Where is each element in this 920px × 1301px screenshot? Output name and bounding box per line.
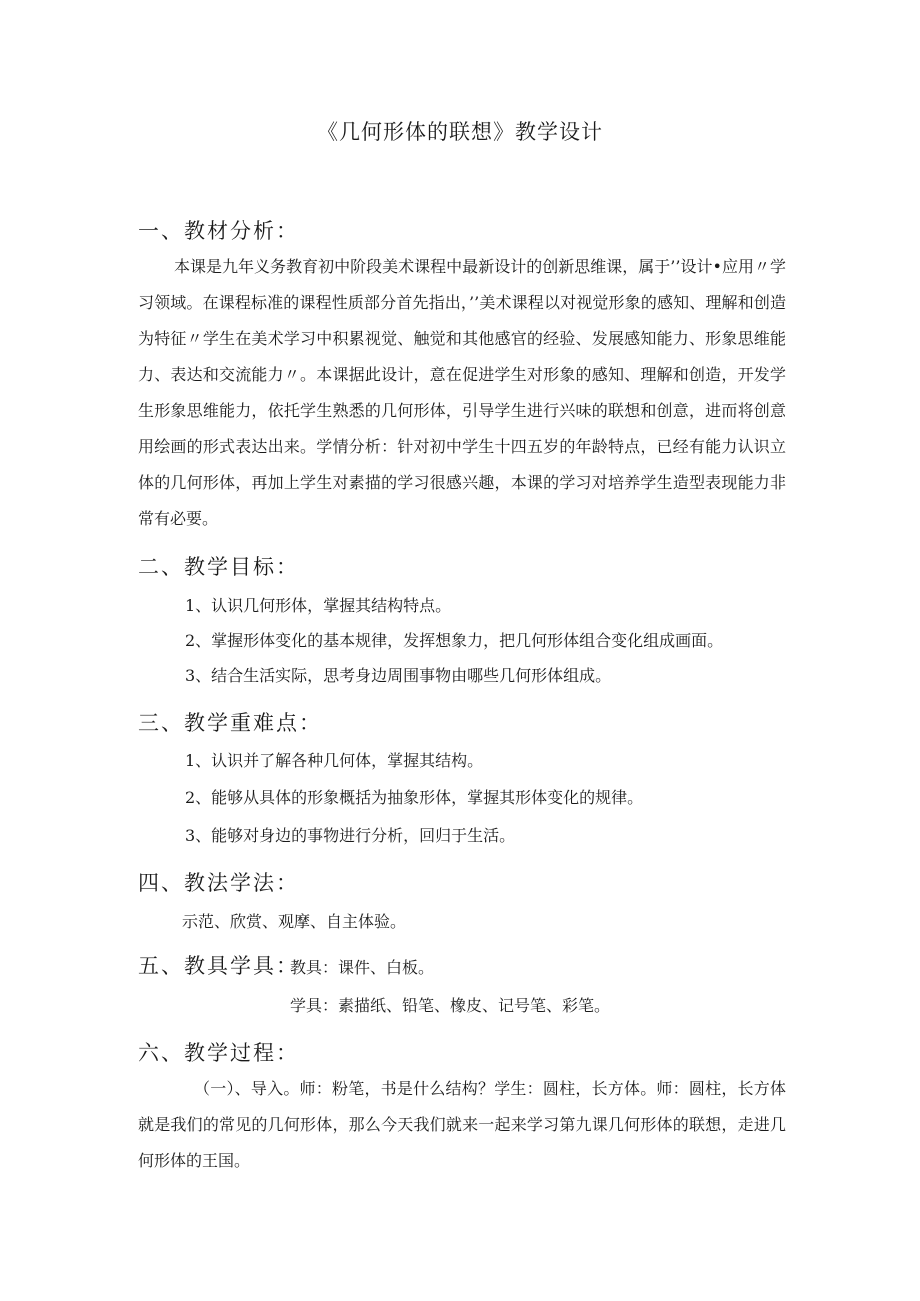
objective-item-1: 1、认识几何形体，掌握其结构特点。 [185,596,452,615]
teacher-tools-text: 教具：课件、白板。 [290,958,435,977]
section-1-heading: 一、教材分析： [138,219,299,243]
key-point-item-1: 1、认识并了解各种几何体，掌握其结构。 [185,751,484,770]
key-point-item-3: 3、能够对身边的事物进行分析，回归于生活。 [185,826,516,845]
section-1-paragraph: 本课是九年义务教育初中阶段美术课程中最新设计的创新思维课，属于’’设计•应用〃学习领域。在课程标准的课程性质部分首先指出，’’美术课程以对视觉形象的感知、理解和创造为特征〃学生在美术学习中积累视觉、触觉和其他感官的经验、发展感知能力、形象思维能力、表达和交流能力〃。本课据此设计，意在促进学生对形象的感知、理解和创造，开发学生形象思维能力，依托学生熟悉的几何形体，引导学生进行兴味的联想和创意，进而将创意用绘画的形式表达出来。学情分析：针对初中学生十四五岁的年龄特点，已经有能力认识立体的几何形体，再加上学生对素描的学习很感兴趣，本课的学习对培养学生造型表现能力非常有必要。 [138,257,786,528]
section-3-heading: 三、教学重难点： [138,711,322,735]
section-5-heading: 五、教具学具： [138,954,299,978]
section-6-paragraph: （一）、导入。师：粉笔，书是什么结构？学生：圆柱，长方体。师：圆柱，长方体就是我们的常见的几何形体，那么今天我们就来一起来学习第九课几何形体的联想，走进几何形体的王国。 [138,1079,786,1170]
document-title: 《几何形体的联想》教学设计 [317,120,603,144]
student-tools-text: 学具：素描纸、铅笔、橡皮、记号笔、彩笔。 [290,996,611,1015]
objective-item-2: 2、掌握形体变化的基本规律，发挥想象力，把几何形体组合变化组成画面。 [185,631,724,650]
methods-text: 示范、欣赏、观摩、自主体验。 [182,912,407,931]
section-2-heading: 二、教学目标： [138,555,299,579]
objective-item-3: 3、结合生活实际，思考身边周围事物由哪些几何形体组成。 [185,666,612,685]
key-point-item-2: 2、能够从具体的形象概括为抽象形体，掌握其形体变化的规律。 [185,788,644,807]
section-4-heading: 四、教法学法： [138,871,299,895]
section-6-heading: 六、教学过程： [138,1041,299,1065]
